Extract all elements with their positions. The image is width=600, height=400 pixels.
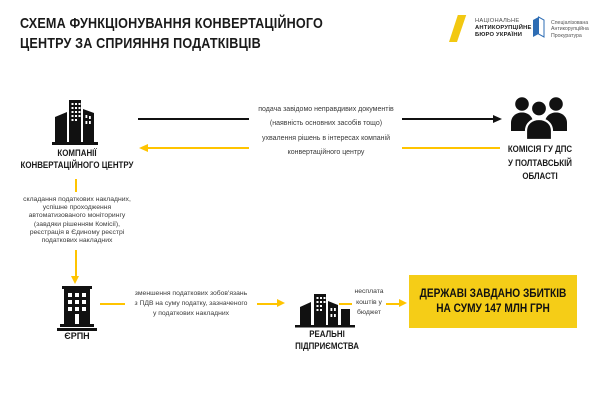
nonpayment-edge-label — [351, 287, 387, 319]
decisions-line2: конвертаційного центру — [287, 149, 365, 157]
nabu-logo-line1: НАЦІОНАЛЬНЕ — [475, 18, 520, 24]
registration-line6: податкових накладних — [41, 237, 113, 245]
real-enterprises-buildings-icon — [295, 292, 357, 328]
commission-people-icon — [510, 95, 568, 142]
sap-logo-line2: Антикорупційна — [551, 26, 589, 33]
erpn-building-icon — [57, 286, 97, 331]
registration-line3: автоматизованого моніторингу — [28, 212, 126, 220]
vat-reduction-line1: зменшення податкових зобов'язань — [134, 290, 248, 297]
submit-docs-line2: (наявність основних засобів тощо) — [269, 120, 383, 128]
sap-logo-icon — [531, 16, 546, 43]
decisions-arrow-line-left — [148, 147, 249, 149]
commission-label-line2: У ПОЛТАВСЬКІЙ — [508, 157, 572, 168]
decisions-line1: ухвалення рішень в інтересах компаній — [262, 135, 390, 142]
decisions-arrowhead-left-icon — [139, 144, 148, 152]
damages-line1: ДЕРЖАВІ ЗАВДАНО ЗБИТКІВ — [419, 287, 567, 300]
vat-reduction-line2: з ПДВ на суму податку, зазначеного — [134, 300, 248, 307]
submit-docs-arrowhead-right-icon — [493, 115, 502, 123]
submit-docs-arrow-line-right — [402, 118, 494, 120]
registration-edge-label — [6, 196, 148, 245]
real-enterprises-label — [284, 328, 370, 352]
companies-buildings-icon — [50, 93, 102, 147]
commission-label-line3: ОБЛАСТІ — [522, 171, 558, 181]
vat-reduction-line3: у податкових накладних — [152, 310, 230, 317]
nonpayment-arrowhead-right-icon — [399, 299, 407, 307]
registration-line4: (завдяки рішенням Комісії), — [33, 220, 121, 228]
submit-docs-line1: подача завідомо неправдивих документів — [258, 106, 394, 113]
decisions-edge-label — [247, 135, 405, 158]
nabu-logo-line3: БЮРО УКРАЇНИ — [475, 32, 523, 38]
vat-reduction-arrow-line-right — [257, 303, 277, 305]
registration-line5: реєстрація в Єдиному реєстрі — [29, 228, 125, 236]
damages-result-box — [409, 275, 577, 328]
decisions-arrow-line-right — [402, 147, 500, 149]
page-title — [20, 14, 323, 54]
page-title-line1: СХЕМА ФУНКЦІОНУВАННЯ КОНВЕРТАЦІЙНОГО — [20, 15, 324, 32]
companies-label-line1: КОМПАНІЇ — [57, 148, 97, 158]
companies-label-line2: КОНВЕРТАЦІЙНОГО ЦЕНТРУ — [20, 159, 134, 170]
sap-logo — [531, 16, 589, 43]
real-enterprises-label-line2: ПІДПРИЄМСТВА — [295, 341, 359, 351]
nabu-logo — [449, 15, 532, 42]
nonpayment-line3: бюджет — [356, 309, 382, 316]
vat-reduction-edge-label — [127, 289, 255, 319]
erpn-label: ЄРПН — [64, 331, 90, 341]
registration-line2: успішне проходження — [42, 204, 112, 212]
commission-label — [498, 143, 582, 184]
page-title-line2: ЦЕНТРУ ЗА СПРИЯННЯ ПОДАТКІВЦІВ — [20, 35, 261, 52]
nabu-logo-icon — [449, 15, 470, 42]
sap-logo-line1: Спеціалізована — [551, 19, 589, 26]
commission-label-line1: КОМІСІЯ ГУ ДПС — [507, 144, 573, 154]
sap-logo-line3: Прокуратура — [551, 32, 582, 39]
registration-arrow-line-top — [75, 179, 77, 192]
registration-arrowhead-down-icon — [71, 276, 79, 284]
companies-label — [11, 148, 143, 171]
vat-reduction-arrowhead-right-icon — [277, 299, 285, 307]
real-enterprises-label-line1: РЕАЛЬНІ — [309, 329, 345, 339]
nonpayment-line2: коштів у — [356, 298, 382, 306]
nabu-logo-line2: АНТИКОРУПЦІЙНЕ — [475, 25, 532, 31]
submit-docs-arrow-line-left — [138, 118, 249, 120]
registration-arrow-line-bottom — [75, 250, 77, 276]
vat-reduction-arrow-line-left — [100, 303, 125, 305]
nonpayment-line1: несплата — [354, 288, 384, 295]
nonpayment-arrow-line-right — [386, 303, 399, 305]
submit-docs-edge-label — [247, 106, 405, 129]
damages-line2: НА СУМУ 147 МЛН ГРН — [436, 302, 550, 315]
registration-line1: складання податкових накладних, — [23, 196, 131, 203]
